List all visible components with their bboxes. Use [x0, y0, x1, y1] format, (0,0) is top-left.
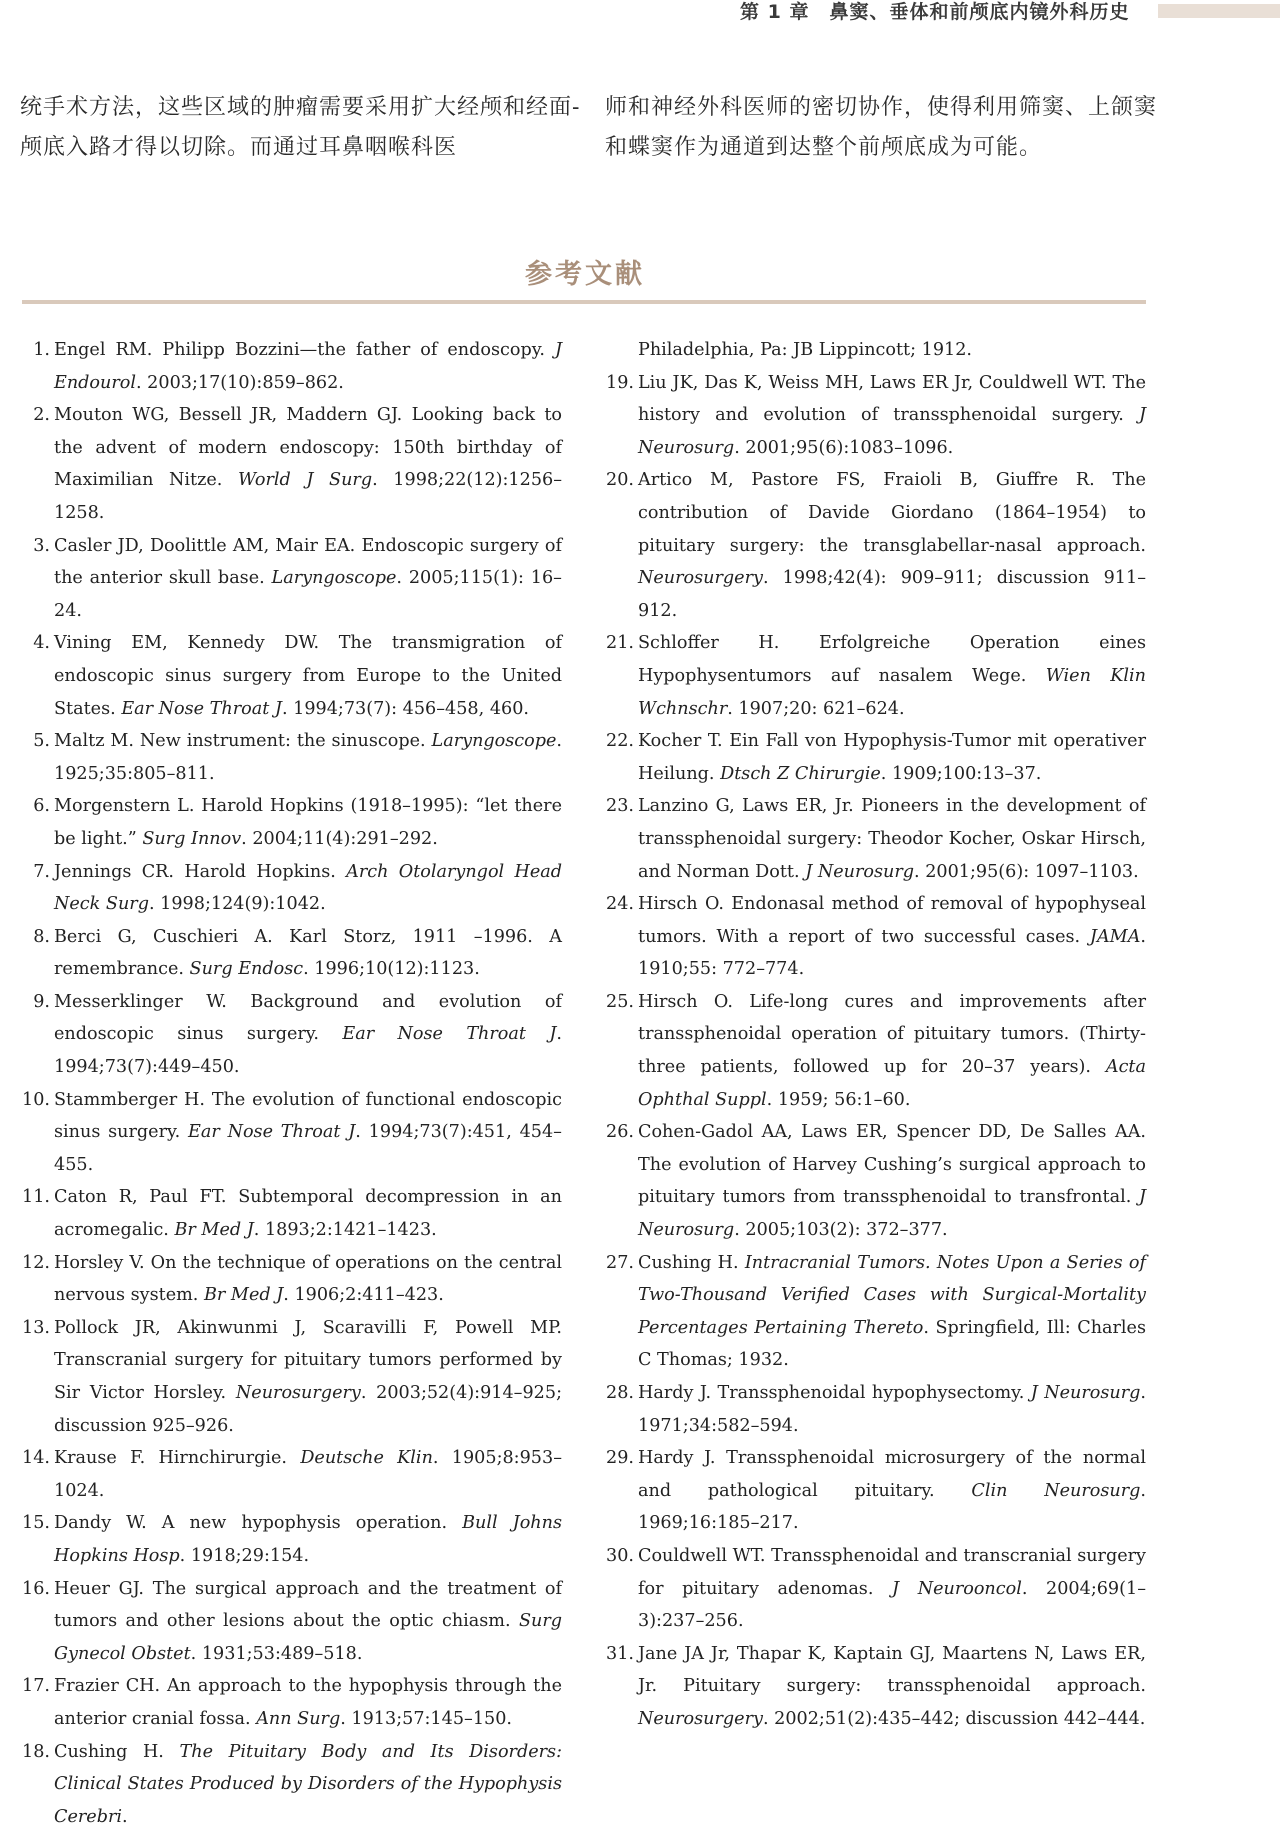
reference-item — [22, 1573, 562, 1671]
reference-citation-details: . 2004;69(1–3):237–256. — [638, 1578, 1146, 1632]
reference-journal: J Neurosurg — [638, 405, 1146, 458]
reference-citation-details: . 2001;95(6): 1097–1103. — [914, 861, 1139, 882]
reference-journal: J Endourol — [54, 340, 562, 393]
reference-journal: Deutsche Klin — [300, 1448, 433, 1469]
reference-authors-title: Berci G, Cuschieri A. Karl Storz, 1911 –1996. A remembrance. — [54, 926, 562, 980]
reference-number: 2. — [33, 405, 50, 426]
reference-citation-details: . Springfield, Ill: Charles C Thomas; 1932. — [638, 1317, 1146, 1371]
reference-journal: Ear Nose Throat J — [121, 698, 282, 719]
reference-journal: Br Med J — [174, 1220, 254, 1241]
reference-citation-details: . 1969;16:185–217. — [638, 1480, 1147, 1534]
reference-journal: J Neurooncol — [892, 1578, 1022, 1599]
reference-authors-title: Hardy J. Transsphenoidal microsurgery of the normal and pathological pituitary. — [638, 1448, 1146, 1501]
reference-item — [22, 1312, 562, 1442]
reference-authors-title: Frazier CH. An approach to the hypophysis through the anterior cranial fossa. — [54, 1676, 562, 1729]
reference-authors-title: Messerklinger W. Background and evolution of endoscopic sinus surgery. — [54, 991, 562, 1045]
reference-authors-title: Heuer GJ. The surgical approach and the treatment of tumors and other lesions about the optic chiasm. — [54, 1578, 562, 1632]
reference-authors-title: Morgenstern L. Harold Hopkins (1918–1995): “let there be light.” — [54, 796, 562, 849]
reference-journal: JAMA — [1089, 926, 1141, 947]
reference-citation-details: . 1959; 56:1–60. — [766, 1089, 911, 1110]
reference-journal: Ann Surg — [256, 1708, 341, 1729]
reference-citation-details: . 1906;2:411–423. — [283, 1285, 444, 1306]
reference-item — [606, 725, 1146, 790]
reference-journal: J Neurosurg — [638, 1187, 1146, 1241]
reference-item — [606, 1377, 1146, 1442]
references-heading: 参考文献 — [525, 259, 645, 290]
reference-number: 13. — [22, 1317, 50, 1338]
reference-number: 12. — [22, 1252, 50, 1273]
reference-citation-details: . 1907;20: 621–624. — [727, 698, 905, 719]
reference-journal: Ear Nose Throat J — [188, 1122, 356, 1143]
reference-citation-details: . 1893;2:1421–1423. — [253, 1220, 437, 1241]
reference-citation-details: . 2005;115(1): 16–24. — [54, 568, 562, 621]
reference-item — [606, 367, 1146, 465]
reference-authors-title: Liu JK, Das K, Weiss MH, Laws ER Jr, Couldwell WT. The history and evolution of transsphenoidal surgery. — [638, 372, 1146, 426]
reference-authors-title: Engel RM. Philipp Bozzini—the father of endoscopy. — [54, 340, 555, 360]
reference-authors-title: Mouton WG, Bessell JR, Maddern GJ. Looking back to the advent of modern endoscopy: 150th birthday of Maximilian Nitze. — [54, 405, 562, 491]
reference-number: 7. — [33, 861, 50, 882]
reference-authors-title: Caton R, Paul FT. Subtemporal decompression in an acromegalic. — [54, 1187, 562, 1241]
reference-citation-details: . 1971;34:582–594. — [638, 1383, 1146, 1436]
reference-authors-title: Krause F. Hirnchirurgie. — [54, 1448, 301, 1469]
reference-item — [606, 1540, 1146, 1638]
reference-authors-title: Jennings CR. Harold Hopkins. — [54, 861, 347, 882]
reference-citation-details: . 1925;35:805–811. — [54, 731, 562, 784]
reference-citation-details: . 1905;8:953–1024. — [54, 1448, 562, 1501]
reference-authors-title: Artico M, Pastore FS, Fraioli B, Giuffre R. The contribution of Davide Giordano (1864–1954) to pituitary surgery: the transglabellar-nasal approach. — [638, 470, 1146, 556]
reference-citation-details: . 1931;53:489–518. — [190, 1643, 363, 1664]
reference-number: 18. — [22, 1741, 50, 1762]
reference-item — [606, 986, 1146, 1116]
references-column-left — [22, 334, 562, 1833]
reference-citation-details: . 1909;100:13–37. — [880, 763, 1042, 784]
reference-item — [22, 1736, 562, 1833]
references-divider — [22, 300, 1146, 304]
reference-authors-title: Hardy J. Transsphenoidal hypophysectomy. — [638, 1383, 1031, 1403]
chapter-header-title: 第 1 章 鼻窦、垂体和前颅底内镜外科历史 — [740, 1, 1130, 23]
reference-journal: Ear Nose Throat J — [342, 1024, 557, 1045]
reference-item — [606, 627, 1146, 725]
reference-authors-title: Hirsch O. Life-long cures and improvements after transsphenoidal operation of pituitary tumors. (Thirty-three patients, followed up for 20–37 years). — [638, 991, 1146, 1078]
reference-authors-title: Dandy W. A new hypophysis operation. — [54, 1513, 463, 1534]
reference-number: 1. — [33, 340, 50, 360]
reference-number: 9. — [33, 991, 50, 1012]
reference-journal: J Neurosurg — [1030, 1383, 1141, 1403]
reference-item — [22, 1442, 562, 1507]
reference-authors-title: Philadelphia, Pa: JB Lippincott; 1912. — [638, 340, 973, 360]
reference-journal: Arch Otolaryngol Head Neck Surg — [54, 861, 563, 915]
reference-item — [606, 1116, 1146, 1246]
reference-journal: Neurosurgery — [638, 568, 763, 589]
reference-authors-title: Casler JD, Doolittle AM, Mair EA. Endoscopic surgery of the anterior skull base. — [54, 535, 562, 589]
reference-number: 23. — [606, 796, 634, 817]
reference-number: 24. — [606, 894, 634, 915]
reference-authors-title: Cohen-Gadol AA, Laws ER, Spencer DD, De Salles AA. The evolution of Harvey Cushing’s surgical approach to pituitary tumors from transsphenoidal to transfrontal. — [638, 1122, 1146, 1208]
reference-citation-details: . 1994;73(7): 456–458, 460. — [281, 698, 529, 719]
reference-item — [22, 1247, 562, 1312]
reference-number: 17. — [22, 1676, 50, 1697]
header-accent-bar — [1158, 4, 1280, 18]
reference-item — [22, 1181, 562, 1246]
reference-number: 6. — [33, 796, 50, 817]
reference-citation-details: . 1994;73(7):451, 454–455. — [54, 1122, 562, 1175]
reference-item — [606, 1247, 1146, 1377]
reference-journal: Neurosurgery — [638, 1708, 763, 1729]
reference-number: 11. — [22, 1187, 50, 1208]
reference-authors-title: Kocher T. Ein Fall von Hypophysis-Tumor mit operativer Heilung. — [638, 731, 1146, 784]
intro-paragraph-right: 师和神经外科医师的密切协作，使得利用筛窦、上颌窦和蝶窦作为通道到达整个前颅底成为可能。 — [605, 95, 1158, 160]
reference-number: 22. — [606, 731, 634, 752]
reference-citation-details: . 1994;73(7):449–450. — [54, 1024, 562, 1078]
reference-citation-details: . 2003;52(4):914–925; discussion 925–926. — [54, 1383, 562, 1436]
reference-item — [22, 986, 562, 1084]
reference-number: 19. — [606, 372, 634, 393]
reference-authors-title: Jane JA Jr, Thapar K, Kaptain GJ, Maartens N, Laws ER, Jr. Pituitary surgery: transsphenoidal approach. — [638, 1643, 1146, 1697]
reference-citation-details: . 1910;55: 772–774. — [638, 926, 1146, 980]
reference-journal: Br Med J — [204, 1285, 284, 1306]
reference-citation-details: . 1998;22(12):1256–1258. — [54, 470, 563, 523]
reference-journal: Acta Ophthal Suppl — [638, 1057, 1146, 1110]
reference-number: 28. — [606, 1383, 634, 1403]
reference-citation-details: . 1998;124(9):1042. — [148, 894, 326, 915]
reference-journal: The Pituitary Body and Its Disorders: Clinical States Produced by Disorders of the Hypophysis Cerebri — [54, 1741, 562, 1827]
reference-item — [22, 856, 562, 921]
reference-number: 15. — [22, 1513, 50, 1534]
reference-authors-title: Vining EM, Kennedy DW. The transmigration of endoscopic sinus surgery from Europe to the United States. — [54, 633, 562, 719]
reference-item — [22, 399, 562, 529]
reference-journal: World J Surg — [238, 470, 373, 491]
reference-citation-details: . 1998;42(4): 909–911; discussion 911–912. — [638, 568, 1146, 621]
reference-journal: Dtsch Z Chirurgie — [720, 763, 881, 784]
reference-journal: Intracranial Tumors. Notes Upon a Series of Two-Thousand Verified Cases with Surgical-Mortality Percentages Pertaining Thereto — [638, 1252, 1146, 1338]
reference-number: 4. — [33, 633, 50, 654]
reference-item — [606, 790, 1146, 888]
reference-item — [22, 1670, 562, 1735]
reference-number: 20. — [606, 470, 634, 491]
reference-journal: Clin Neurosurg — [971, 1480, 1141, 1501]
reference-authors-title: Cushing H. — [54, 1741, 180, 1762]
reference-authors-title: Lanzino G, Laws ER, Jr. Pioneers in the development of transsphenoidal surgery: Theodor Kocher, Oskar Hirsch, and Norman Dott. — [638, 796, 1146, 882]
reference-number: 10. — [22, 1089, 50, 1110]
reference-number: 8. — [33, 926, 50, 947]
reference-journal: Laryngoscope — [431, 731, 557, 752]
reference-citation-details: . 2005;103(2): 372–377. — [734, 1220, 948, 1241]
reference-item — [606, 1442, 1146, 1540]
reference-journal: Wien Klin Wchnschr — [638, 665, 1146, 719]
reference-item — [22, 1084, 562, 1182]
reference-journal: Surg Innov — [142, 828, 242, 849]
reference-item — [606, 464, 1146, 627]
reference-citation-details: . 2002;51(2):435–442; discussion 442–444. — [762, 1708, 1146, 1729]
reference-number: 3. — [33, 535, 50, 556]
reference-citation-details: . 1913;57:145–150. — [340, 1708, 512, 1729]
reference-item — [22, 790, 562, 855]
reference-number: 25. — [606, 991, 634, 1012]
reference-number: 29. — [606, 1448, 634, 1469]
reference-authors-title: Stammberger H. The evolution of functional endoscopic sinus surgery. — [54, 1089, 562, 1143]
reference-authors-title: Maltz M. New instrument: the sinuscope. — [54, 731, 432, 752]
reference-number: 16. — [22, 1578, 50, 1599]
reference-journal: Bull Johns Hopkins Hosp — [54, 1513, 563, 1566]
reference-item — [606, 334, 1146, 367]
reference-citation-details: . — [122, 1806, 128, 1827]
reference-number: 31. — [606, 1643, 634, 1664]
reference-citation-details: . 2001;95(6):1083–1096. — [734, 437, 954, 458]
reference-item — [22, 1507, 562, 1572]
references-column-right — [606, 334, 1146, 1736]
intro-paragraph-left: 统手术方法，这些区域的肿瘤需要采用扩大经颅和经面-颅底入路才得以切除。而通过耳鼻咽喉科医 — [20, 95, 581, 160]
reference-item — [22, 530, 562, 628]
reference-journal: Laryngoscope — [271, 568, 397, 589]
reference-journal: Surg Gynecol Obstet — [54, 1611, 562, 1664]
reference-number: 27. — [606, 1252, 634, 1273]
reference-number: 14. — [22, 1448, 50, 1469]
reference-citation-details: . 2003;17(10):859–862. — [136, 372, 344, 393]
reference-citation-details: . 1996;10(12):1123. — [303, 959, 480, 980]
reference-journal: Neurosurgery — [235, 1383, 361, 1403]
reference-journal: Surg Endosc — [189, 959, 304, 980]
reference-number: 21. — [606, 633, 634, 654]
reference-authors-title: Pollock JR, Akinwunmi J, Scaravilli F, Powell MP. Transcranial surgery for pituitary tumors performed by Sir Victor Horsley. — [54, 1317, 562, 1403]
reference-item — [22, 334, 562, 399]
reference-authors-title: Cushing H. — [638, 1252, 745, 1273]
reference-item — [22, 627, 562, 725]
reference-authors-title: Horsley V. On the technique of operations on the central nervous system. — [54, 1252, 562, 1306]
reference-journal: J Neurosurg — [805, 861, 915, 882]
reference-authors-title: Schloffer H. Erfolgreiche Operation eines Hypophysentumors auf nasalem Wege. — [638, 633, 1146, 686]
reference-citation-details: . 2004;11(4):291–292. — [241, 828, 438, 849]
reference-item — [606, 888, 1146, 986]
reference-number: 5. — [33, 731, 50, 752]
reference-item — [606, 1638, 1146, 1736]
reference-item — [22, 725, 562, 790]
reference-citation-details: . 1918;29:154. — [179, 1545, 310, 1566]
reference-item — [22, 921, 562, 986]
reference-number: 26. — [606, 1122, 634, 1143]
reference-authors-title: Couldwell WT. Transsphenoidal and transcranial surgery for pituitary adenomas. — [638, 1545, 1146, 1599]
reference-number: 30. — [606, 1545, 634, 1566]
reference-authors-title: Hirsch O. Endonasal method of removal of hypophyseal tumors. With a report of two successful cases. — [638, 894, 1146, 947]
